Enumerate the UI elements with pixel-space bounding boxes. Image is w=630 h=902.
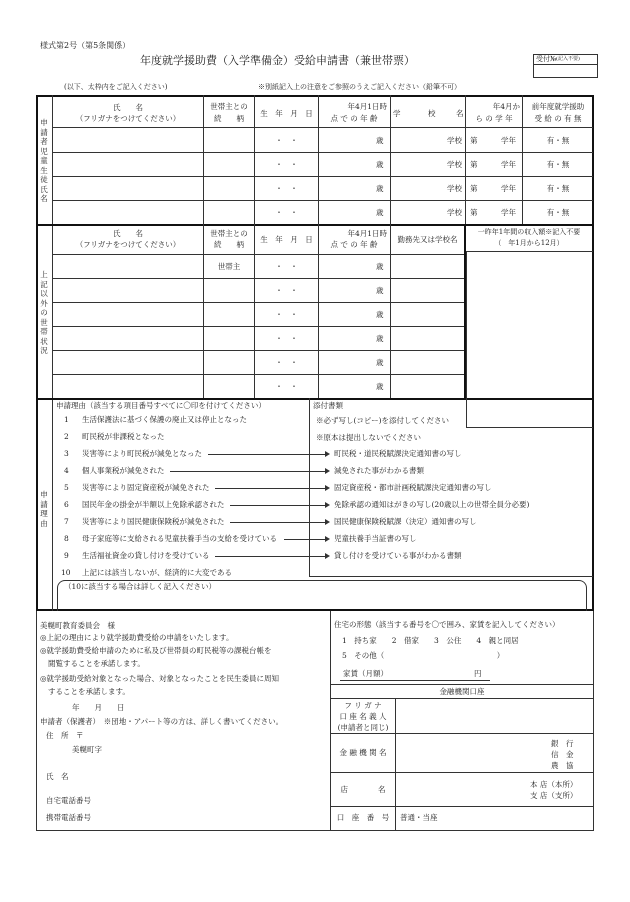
reason-number[interactable]: 10 [61,568,71,577]
application-date[interactable]: 年 月 日 [72,703,125,712]
reason-document: 貸し付けを受けている事がわかる書類 [334,551,462,560]
reason-text: 災害等により町民税が減免となった [82,449,202,458]
instruction-left: (以下、太枠内をご記入ください) [64,83,168,91]
s2-col-dob: 生 年 月 日 [260,235,313,244]
prev-cell[interactable]: 有・無 [546,136,570,145]
branch-label: 店 名 [340,785,386,794]
reason-document: 固定資産税・都市計画税賦課決定通知書の写し [334,483,492,492]
s2-first-relation: 世帯主 [217,262,241,271]
reason-number[interactable]: 9 [64,551,69,560]
applicant-label: 申請者（保護者） ※団地・アパート等の方は、詳しく書いてください。 [40,717,284,726]
addressee: 美幌町教育委員会 様 [40,621,115,630]
reason-text: 災害等により国民健康保険税が減免された [82,517,225,526]
s1-col-grade-2: ら の 学 年 [475,114,513,123]
reason10-note: （10に該当する場合は詳しく記入ください） [64,582,217,591]
age-cell[interactable]: 歳 [376,208,384,217]
income-box [466,251,593,428]
reason-text: 災害等により固定資産税が減免された [82,483,210,492]
reason-document: 免除承認の通知はがきの写し(20歳以上の世帯全員分必要) [334,500,530,509]
reason-text: 生活福祉資金の貸し付けを受けている [82,551,210,560]
housing-options-1[interactable]: 1 持ち家 2 借家 3 公住 4 親と同居 [342,636,519,645]
consent-3a: ◎就学援助受給対象となった場合、対象となったことを民生委員に周知 [40,674,280,683]
s2-col-work: 勤務先又は学校名 [397,235,458,244]
town-label: 美幌町字 [72,745,102,754]
age-cell[interactable]: 歳 [376,382,384,391]
bank-type-1[interactable]: 銀 行 [551,739,574,748]
housing-options-2[interactable]: 5 その他（ ） [342,651,505,660]
holder-label-2: 口 座 名 義 人 [339,712,387,721]
age-cell[interactable]: 歳 [376,286,384,295]
prev-cell[interactable]: 有・無 [546,160,570,169]
reason-text: 個人事業税が減免された [82,466,165,475]
consent-2a: ◎就学援助費受給申請のために私及び世帯員の町民税等の課税台帳を [40,646,272,655]
reason-text: 母子家庭等に支給される児童扶養手当の支給を受けている [82,534,277,543]
consent-3b: することを承諾します。 [48,687,130,696]
reason-arrow [230,522,326,523]
name-label: 氏 名 [46,772,69,781]
grade-pre: 第 [470,184,478,193]
s1-col-dob: 生 年 月 日 [260,109,313,118]
holder-label-1: フ リ ガ ナ [344,701,382,710]
reason-number[interactable]: 3 [64,449,69,458]
bank-type-3[interactable]: 農 協 [551,761,574,770]
age-cell[interactable]: 歳 [376,136,384,145]
bank-header: 金融機関口座 [439,687,485,696]
grade-post: 学年 [501,160,516,169]
address-label: 住 所 〒 [46,731,84,740]
reasons-header: 申請理由（該当する項目番号すべてに〇印を付けてください） [56,401,266,410]
receipt-note: (記入不要) [556,56,580,62]
s2-col-age-1: 年4月1日時 [347,229,387,238]
reason-arrow [215,556,326,557]
reason-arrow [215,488,326,489]
grade-pre: 第 [470,160,478,169]
section1-side-label: 申請者児童生徒氏名 [40,118,48,203]
s2-col-relation-1: 世帯主との [210,229,248,238]
reason-text: 上記には該当しないが、経済的に大変である [82,568,232,577]
s2-col-relation-2: 続 柄 [214,240,244,249]
dob-cell[interactable]: ・ ・ [275,160,298,169]
dob-cell[interactable]: ・ ・ [275,382,298,391]
bank-type-2[interactable]: 信 金 [551,750,574,759]
section3-side-label: 申請理由 [40,490,48,528]
instruction-right: ※別紙記入上の注意をご参照のうえご記入ください（鉛筆不可） [258,83,461,91]
age-cell[interactable]: 歳 [376,160,384,169]
bank-name-label: 金 融 機 関 名 [339,748,387,757]
grade-post: 学年 [501,208,516,217]
prev-cell[interactable]: 有・無 [546,184,570,193]
home-phone-label: 自宅電話番号 [46,796,91,805]
branch-type-1[interactable]: 本 店（本所） [530,780,578,789]
reason-number[interactable]: 5 [64,483,69,492]
reason-text: 国民年金の掛金が半額以上免除承認された [82,500,225,509]
s1-col-age-1: 年4月1日時 [347,102,387,111]
branch-type-2[interactable]: 支 店（支所） [530,791,578,800]
reason-document: 減免された事がわかる書類 [334,466,424,475]
rent-unit: 円 [474,669,482,678]
housing-header: 住宅の形態（該当する番号を〇で囲み、家賃を記入してください） [334,620,560,629]
dob-cell[interactable]: ・ ・ [275,262,298,271]
grade-pre: 第 [470,208,478,217]
age-cell[interactable]: 歳 [376,262,384,271]
consent-2b: 閲覧することを承諾します。 [48,659,145,668]
reason-document: 町民税・道民税賦課決定通知書の写し [334,449,462,458]
rent-label: 家賃（月額） [343,669,388,678]
dob-cell[interactable]: ・ ・ [275,310,298,319]
dob-cell[interactable]: ・ ・ [275,358,298,367]
age-cell[interactable]: 歳 [376,310,384,319]
reason-number[interactable]: 6 [64,500,69,509]
consent-1: ◎上記の理由により就学援助費受給の申請をいたします。 [40,633,234,642]
arrow-head-icon [325,485,330,491]
s2-col-income-1: 一昨年1年間の収入額※記入不要 [477,228,581,236]
reason-number[interactable]: 8 [64,534,69,543]
arrow-head-icon [325,553,330,559]
dob-cell[interactable]: ・ ・ [275,286,298,295]
form-number: 様式第2号（第5条関係） [40,41,131,50]
doc-note-2: ※原本は提出しないでください [316,433,421,442]
grade-post: 学年 [501,184,516,193]
dob-cell[interactable]: ・ ・ [275,334,298,343]
reason-number[interactable]: 2 [64,432,69,441]
dob-cell[interactable]: ・ ・ [275,184,298,193]
reason-document: 児童扶養手当証書の写し [334,534,417,543]
account-label: 口 座 番 号 [336,813,390,822]
reason-text: 町民税が非課税となった [82,432,165,441]
section2-side-label: 上記以外の世帯状況 [40,270,48,355]
s1-col-name: 氏 名 [113,103,143,112]
arrow-head-icon [325,519,330,525]
arrow-head-icon [325,451,330,457]
prev-cell[interactable]: 有・無 [546,208,570,217]
s1-col-school-2: 校 [428,109,436,118]
reason-number[interactable]: 4 [64,466,69,475]
reason-text: 生活保護法に基づく保護の廃止又は停止となった [82,415,247,424]
s1-col-relation-1: 世帯主との [210,102,248,111]
reason-number[interactable]: 1 [64,415,69,424]
reason-number[interactable]: 7 [64,517,69,526]
dob-cell[interactable]: ・ ・ [275,208,298,217]
s1-col-age-2: 点 で の 年 齢 [330,114,378,123]
s1-col-school-3: 名 [456,109,464,118]
mobile-phone-label: 携帯電話番号 [46,813,91,822]
age-cell[interactable]: 歳 [376,184,384,193]
reason-arrow [230,505,326,506]
documents-header: 添付書類 [313,401,343,410]
school-cell[interactable]: 学校 [447,208,462,217]
s2-col-name: 氏 名 [113,229,143,238]
s1-col-prev-1: 前年度就学援助 [531,102,585,111]
s1-col-prev-2: 受 給 の 有 無 [534,114,582,123]
arrow-head-icon [325,536,330,542]
s1-col-name-sub: （フリガナをつけてください） [75,114,181,123]
reason-arrow [170,471,326,472]
receipt-label: 受付№ [536,55,557,63]
account-type[interactable]: 普通・当座 [400,813,438,822]
dob-cell[interactable]: ・ ・ [275,136,298,145]
reason-arrow [284,539,326,540]
s2-col-name-sub: （フリガナをつけてください） [75,240,181,249]
s1-col-school-1: 学 [393,109,401,118]
grade-pre: 第 [470,136,478,145]
s1-col-relation-2: 続 柄 [214,114,244,123]
age-cell[interactable]: 歳 [376,334,384,343]
school-cell[interactable]: 学校 [447,160,462,169]
reason-document: 国民健康保険税賦課（決定）通知書の写し [334,517,477,526]
doc-note-1: ※必ず写し(コピー)を添付してください [316,416,450,425]
age-cell[interactable]: 歳 [376,358,384,367]
arrow-head-icon [325,502,330,508]
s1-col-grade-1: 年4月か [492,102,520,111]
s2-col-age-2: 点 で の 年 齢 [330,240,378,249]
page-title: 年度就学援助費（入学準備金）受給申請書（兼世帯票） [140,54,415,67]
arrow-head-icon [325,468,330,474]
school-cell[interactable]: 学校 [447,184,462,193]
grade-post: 学年 [501,136,516,145]
school-cell[interactable]: 学校 [447,136,462,145]
reason-arrow [208,454,326,455]
holder-label-3: (申請者と同じ) [337,723,389,732]
s2-col-income-2: （ 年1月から12月） [494,239,564,247]
